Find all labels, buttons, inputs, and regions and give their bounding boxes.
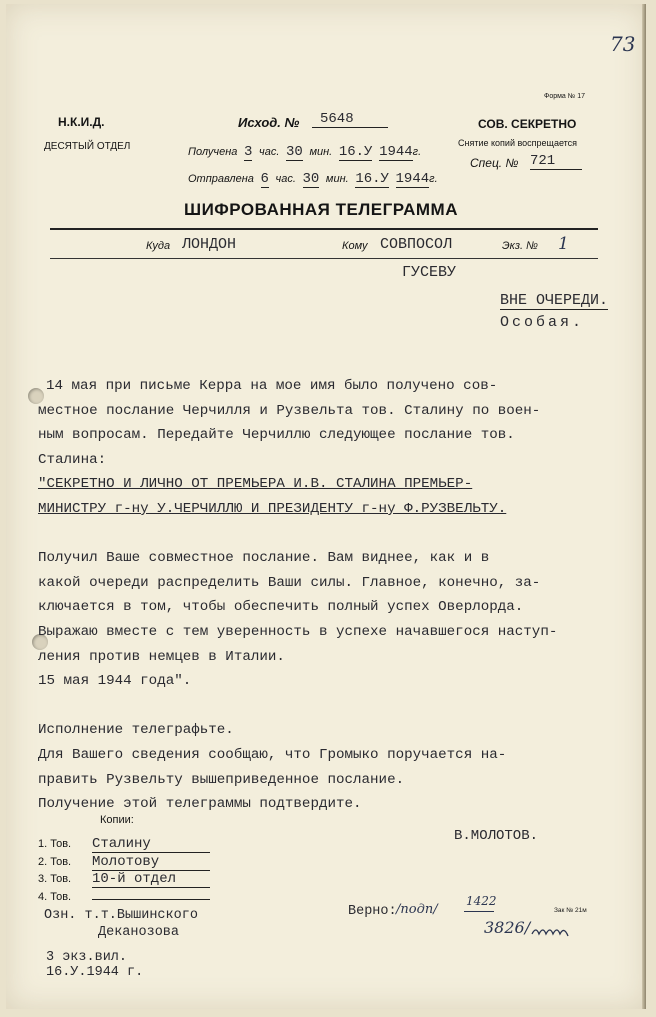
hour-unit: час. — [259, 146, 280, 158]
classification: СОВ. СЕКРЕТНО — [478, 117, 577, 131]
footer-copies: 3 экз.вил. — [46, 950, 128, 965]
received-date: 16.У — [338, 144, 373, 160]
document-title: ШИФРОВАННАЯ ТЕЛЕГРАММА — [184, 200, 458, 219]
copy-recipient: Сталину — [92, 836, 210, 853]
min-unit: мин. — [325, 173, 349, 185]
sent-min: 30 — [302, 171, 320, 187]
no-copies-note: Снятие копий воспрещается — [458, 138, 578, 148]
hand-note-rule — [464, 911, 494, 912]
body-line: править Рузвельту вышеприведенное послание. — [38, 771, 405, 788]
sent-date: 16.У — [355, 171, 389, 187]
form-number: Форма № 17 — [544, 93, 585, 100]
sent-hour: 6 — [260, 171, 269, 187]
body-line: МИНИСТРУ г-ну У.ЧЕРЧИЛЛЮ И ПРЕЗИДЕНТУ г-ну Ф.РУЗВЕЛЬТУ. — [38, 501, 507, 517]
ozn-line-1: Озн. т.т.Вышинского — [44, 908, 198, 923]
dept-name: ДЕСЯТЫЙ ОТДЕЛ — [44, 141, 131, 152]
sent-label: Отправлена — [188, 173, 254, 185]
spec-label: Спец. № — [470, 156, 519, 170]
scribble-mark — [530, 922, 574, 942]
body-line: Сталина: — [38, 451, 107, 468]
title-rule — [50, 228, 598, 230]
hand-note: 1422 — [466, 894, 497, 908]
copy-row — [38, 887, 210, 905]
received-hour: 3 — [244, 144, 253, 160]
copies-label: Копии: — [100, 814, 134, 826]
sent-year: 1944 — [395, 171, 430, 187]
to-value: СОВПОСОЛ — [380, 236, 453, 253]
copy-row-number: 2. Тов. — [38, 855, 72, 868]
page-number: 73 — [610, 32, 636, 56]
copy-recipient: 10-й отдел — [92, 871, 210, 888]
body-line: "СЕКРЕТНО И ЛИЧНО ОТ ПРЕМЬЕРА И.В. СТАЛИНА ПРЕМЬЕР- — [38, 476, 473, 493]
body-line: какой очереди распределить Ваши силы. Главное, конечно, за- — [38, 574, 541, 591]
received-row — [188, 144, 421, 160]
priority: ВНЕ ОЧЕРЕДИ. — [500, 292, 609, 309]
page-edge-shadow — [642, 4, 646, 1009]
verno-label: Верно: — [348, 904, 397, 919]
body-line: ления против немцев в Италии. — [38, 648, 285, 665]
to-label: Кому — [342, 240, 368, 252]
hand-number: 3826/ — [484, 918, 531, 937]
copy-label: Экз. № — [502, 240, 538, 252]
copy-row-number: 3. Тов. — [38, 873, 72, 885]
min-unit: мин. — [309, 146, 333, 158]
footer-date: 16.У.1944 г. — [46, 965, 144, 980]
copy-row-number: 1. Тов. — [38, 838, 72, 850]
body-line: ключается в том, чтобы обеспечить полный успех Оверлорда. — [38, 599, 524, 616]
copy-recipient — [92, 899, 210, 900]
ozn-line-2: Деканозова — [98, 925, 180, 940]
body-line: ным вопросам. Передайте Черчиллю следующее послание тов. — [38, 427, 515, 444]
address-rule — [50, 258, 598, 259]
body-line: 14 мая при письме Керра на мое имя было получено сов- — [46, 378, 498, 394]
verno-signature: /подп/ — [396, 902, 438, 917]
received-min: 30 — [286, 144, 303, 160]
body-line: 15 мая 1944 года". — [38, 673, 192, 690]
special-mark: Особая. — [500, 314, 585, 331]
outgoing-number: 5648 — [312, 111, 388, 128]
signature: В.МОЛОТОВ. — [454, 828, 539, 844]
copy-number: 1 — [558, 234, 569, 254]
body-line: Получение этой телеграммы подтвердите. — [38, 796, 362, 813]
telegram-page — [6, 4, 646, 1009]
sent-row — [188, 171, 438, 187]
body-line: Выражаю вместе с тем уверенность в успехе начавшегося наступ- — [38, 624, 558, 640]
received-label: Получена — [188, 146, 238, 158]
where-value: ЛОНДОН — [182, 236, 237, 253]
copy-recipient: Молотову — [92, 854, 210, 871]
year-unit: г. — [412, 146, 422, 158]
recipient: ГУСЕВУ — [402, 264, 457, 281]
outgoing-label: Исход. № — [238, 115, 300, 130]
copy-row — [38, 869, 210, 888]
where-label: Куда — [146, 240, 171, 252]
order-number: Зак № 21м — [554, 907, 587, 914]
org-name: Н.К.И.Д. — [58, 115, 105, 129]
body-line: Для Вашего сведения сообщаю, что Громыко поручается на- — [38, 747, 507, 763]
year-unit: г. — [429, 173, 438, 185]
copy-row — [38, 834, 210, 853]
copy-row-number: 4. Тов. — [38, 890, 72, 903]
body-line: Получил Ваше совместное послание. Вам виднее, как и в — [38, 550, 490, 567]
copy-row — [38, 852, 210, 871]
hour-unit: час. — [275, 173, 296, 185]
spec-number: 721 — [530, 153, 582, 170]
received-year: 1944 — [379, 144, 413, 160]
body-line: Исполнение телеграфьте. — [38, 722, 234, 739]
body-line: местное послание Черчилля и Рузвельта тов. Сталину по воен- — [38, 402, 541, 419]
